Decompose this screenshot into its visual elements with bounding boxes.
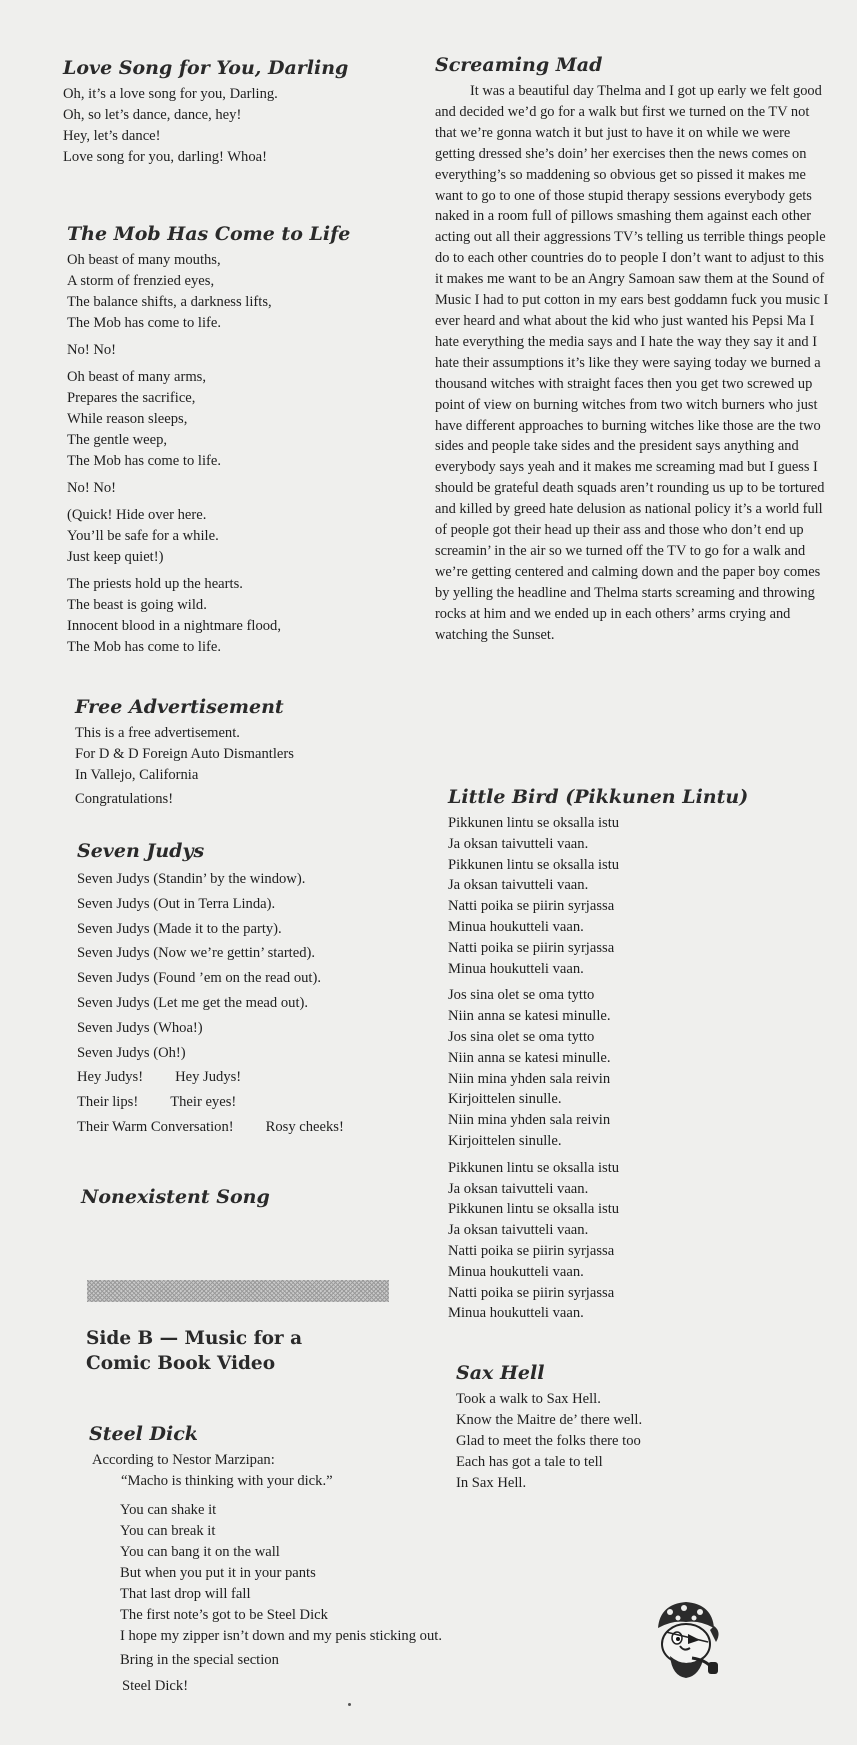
lyric-line: Just keep quiet!) bbox=[67, 549, 164, 565]
free-ad-block bbox=[75, 696, 294, 810]
lyric-line: You can bang it on the wall bbox=[120, 1544, 280, 1560]
lyric-line: Natti poika se piirin syrjassa bbox=[448, 939, 615, 956]
lyric-line: Ja oksan taivutteli vaan. bbox=[448, 1222, 589, 1239]
lyric-line: Pikkunen lintu se oksalla istu bbox=[448, 1201, 620, 1218]
nonexistent-block bbox=[81, 1186, 270, 1213]
song-title-screaming-mad: Screaming Mad bbox=[435, 54, 603, 76]
lyric-line: Natti poika se piirin syrjassa bbox=[448, 1242, 615, 1259]
lyric-line: The balance shifts, a darkness lifts, bbox=[67, 294, 272, 310]
lyric-line: Bring in the special section bbox=[120, 1652, 279, 1668]
little-bird-block bbox=[448, 786, 748, 1324]
song-title-free-ad: Free Advertisement bbox=[75, 696, 284, 718]
lyric-line: Pikkunen lintu se oksalla istu bbox=[448, 856, 620, 873]
screaming-mad-text: It was a beautiful day Thelma and I got up early we felt good and decided we’d go for a walk but first we turned on the TV not that we’re gonna watch it but just to have it on while we were getting dressed she’s doin’ her exercises then the news comes on everything’s so maddening so obvious get so pissed it makes me want to go to one of those stupid therapy sessions everybody gets naked in a room full of pillows smashing them against each other acting out all their aggressions TV’s telling us terrible things people do to each other countries do to people I don’t want to adjust to this it makes me want to be an Angry Samoan saw them at the Sound of Music I had to put cotton in my ears best goddamn fuck you music I ever heard and what about the kid who just wanted his Pepsi Ma I hate everything the media says and I hate the way they say it and I hate their assumptions it’s like they were saying today we burned a thousand witches with straight faces then you get two screwed up point of view on burning witches from two witch burners who just have different approaches to burning witches like those are the two sides and people take sides and the president says anything and everybody says yeah and it makes me screaming mad but I guess I should be grateful death squads aren’t rounding us up to be tortured and killed by greed hate delusion as national policy it’s a world full of people got their head up their ass and those who don’t end up screamin’ in the air so we turned off the TV to go for a walk and we’re getting centered and calming down and the paper boy comes by yelling the headline and Thelma starts screaming and throwing rocks at him and we ended up in each others’ arms crying and watching the Sunset. bbox=[435, 83, 829, 643]
lyric-line bbox=[77, 1115, 344, 1140]
lyric-line: Seven Judys (Made it to the party). bbox=[77, 920, 282, 937]
lyric-line: Niin mina yhden sala reivin bbox=[448, 1112, 611, 1129]
lyric-line: Pikkunen lintu se oksalla istu bbox=[448, 1159, 620, 1176]
lyric-line: In Vallejo, California bbox=[75, 767, 199, 783]
lyric-line: For D & D Foreign Auto Dismantlers bbox=[75, 746, 294, 762]
lyric-line: No! No! bbox=[67, 342, 117, 358]
lyric-line: Glad to meet the folks there too bbox=[456, 1433, 641, 1449]
lyric-line: Seven Judys (Oh!) bbox=[77, 1044, 186, 1061]
lyric-line: Niin anna se katesi minulle. bbox=[448, 1049, 611, 1066]
screaming-mad-block bbox=[435, 54, 830, 645]
lyric-line: Congratulations! bbox=[75, 791, 174, 807]
lyric-their-eyes: Their eyes! bbox=[170, 1094, 237, 1111]
lyric-line: Seven Judys (Now we’re gettin’ started). bbox=[77, 945, 316, 962]
lyric-line: This is a free advertisement. bbox=[75, 725, 240, 741]
hatched-divider bbox=[87, 1280, 389, 1302]
lyric-hey-judys: Hey Judys! bbox=[175, 1069, 242, 1086]
lyric-line: Pikkunen lintu se oksalla istu bbox=[448, 815, 620, 831]
lyric-line: Natti poika se piirin syrjassa bbox=[448, 898, 615, 915]
song-title-mob: The Mob Has Come to Life bbox=[67, 223, 351, 245]
song-title-little-bird: Little Bird (Pikkunen Lintu) bbox=[448, 786, 749, 808]
speck bbox=[348, 1703, 351, 1706]
mob-block bbox=[67, 223, 350, 658]
lyric-line: (Quick! Hide over here. bbox=[67, 507, 207, 523]
attribution: According to Nestor Marzipan: bbox=[92, 1452, 275, 1468]
song-title-nonexistent: Nonexistent Song bbox=[81, 1186, 270, 1208]
lyric-line: Jos sina olet se oma tytto bbox=[448, 987, 595, 1004]
lyric-line: Niin anna se katesi minulle. bbox=[448, 1008, 611, 1025]
lyric-line: Niin mina yhden sala reivin bbox=[448, 1070, 611, 1087]
song-title-sax-hell: Sax Hell bbox=[456, 1362, 545, 1384]
lyric-line: Oh beast of many mouths, bbox=[67, 252, 221, 268]
seven-judys-block bbox=[77, 840, 344, 1140]
lyric-line: The beast is going wild. bbox=[67, 597, 207, 613]
lyric-line: You can shake it bbox=[120, 1502, 217, 1518]
lyric-line: Oh, so let’s dance, dance, hey! bbox=[63, 107, 242, 123]
lyric-line: The Mob has come to life. bbox=[67, 639, 222, 655]
lyric-line: Jos sina olet se oma tytto bbox=[448, 1028, 595, 1045]
lyric-line: Minua houkutteli vaan. bbox=[448, 1305, 584, 1322]
lyric-line: I hope my zipper isn’t down and my penis sticking out. bbox=[120, 1628, 442, 1644]
lyric-line: Steel Dick! bbox=[122, 1678, 189, 1694]
lyric-line: Each has got a tale to tell bbox=[456, 1454, 603, 1470]
lyric-line: The gentle weep, bbox=[67, 432, 168, 448]
lyric-line: Innocent blood in a nightmare flood, bbox=[67, 618, 281, 634]
sax-hell-block bbox=[456, 1362, 642, 1494]
lyric-line: You can break it bbox=[120, 1523, 216, 1539]
lyric-line: The priests hold up the hearts. bbox=[67, 576, 243, 592]
lyric-their-lips: Their lips! bbox=[77, 1094, 139, 1111]
lyric-line: But when you put it in your pants bbox=[120, 1565, 316, 1581]
pirate-mascot-icon bbox=[650, 1598, 722, 1684]
lyric-line: Natti poika se piirin syrjassa bbox=[448, 1284, 615, 1301]
love-song-block bbox=[63, 57, 348, 168]
song-title-steel-dick: Steel Dick bbox=[89, 1423, 198, 1445]
steel-dick-block bbox=[89, 1423, 442, 1699]
lyric-line: Minua houkutteli vaan. bbox=[448, 1263, 584, 1280]
lyric-line: Seven Judys (Out in Terra Linda). bbox=[77, 895, 276, 912]
side-b-line-2: Comic Book Video bbox=[86, 1353, 276, 1374]
lyric-line: Seven Judys (Let me get the mead out). bbox=[77, 994, 309, 1011]
lyric-line: Know the Maitre de’ there well. bbox=[456, 1412, 643, 1428]
lyric-line: Hey, let’s dance! bbox=[63, 128, 161, 144]
lyric-warm-conversation: Their Warm Conversation! bbox=[77, 1118, 234, 1135]
lyric-line: Oh, it’s a love song for you, Darling. bbox=[63, 86, 278, 102]
lyric-line: The first note’s got to be Steel Dick bbox=[120, 1607, 328, 1623]
lyric-line: In Sax Hell. bbox=[456, 1475, 527, 1491]
lyric-hey-judys: Hey Judys! bbox=[77, 1069, 144, 1086]
lyric-line: The Mob has come to life. bbox=[67, 453, 222, 469]
lyric-line: Love song for you, darling! Whoa! bbox=[63, 149, 267, 165]
song-title-seven-judys: Seven Judys bbox=[77, 840, 205, 862]
side-b-heading bbox=[86, 1326, 302, 1376]
lyric-line: Kirjoittelen sinulle. bbox=[448, 1132, 562, 1149]
lyric-line: Ja oksan taivutteli vaan. bbox=[448, 1180, 589, 1197]
lyric-line: That last drop will fall bbox=[120, 1586, 251, 1602]
lyric-line: While reason sleeps, bbox=[67, 411, 188, 427]
lyric-line: Ja oksan taivutteli vaan. bbox=[448, 835, 589, 852]
lyric-line: Kirjoittelen sinulle. bbox=[448, 1091, 562, 1108]
lyric-line: Took a walk to Sax Hell. bbox=[456, 1391, 601, 1407]
lyric-line: Seven Judys (Standin’ by the window). bbox=[77, 871, 306, 887]
song-title-love-song: Love Song for You, Darling bbox=[63, 57, 349, 79]
lyric-line: You’ll be safe for a while. bbox=[67, 528, 219, 544]
lyric-line: No! No! bbox=[67, 480, 117, 496]
lyric-line: Oh beast of many arms, bbox=[67, 369, 207, 385]
lyric-line: Prepares the sacrifice, bbox=[67, 390, 196, 406]
lyric-line: Seven Judys (Found ’em on the read out). bbox=[77, 970, 321, 987]
lyric-line: Seven Judys (Whoa!) bbox=[77, 1019, 203, 1036]
lyric-line: Minua houkutteli vaan. bbox=[448, 918, 584, 935]
lyric-line: The Mob has come to life. bbox=[67, 315, 222, 331]
lyric-rosy-cheeks: Rosy cheeks! bbox=[265, 1118, 344, 1135]
lyric-line bbox=[77, 1090, 344, 1115]
lyric-line: A storm of frenzied eyes, bbox=[67, 273, 215, 289]
lyric-line: Minua houkutteli vaan. bbox=[448, 960, 584, 977]
quote: “Macho is thinking with your dick.” bbox=[121, 1473, 333, 1489]
lyric-line: Ja oksan taivutteli vaan. bbox=[448, 877, 589, 894]
lyric-line bbox=[77, 1065, 344, 1090]
side-b-line-1: Side B — Music for a bbox=[86, 1328, 303, 1349]
